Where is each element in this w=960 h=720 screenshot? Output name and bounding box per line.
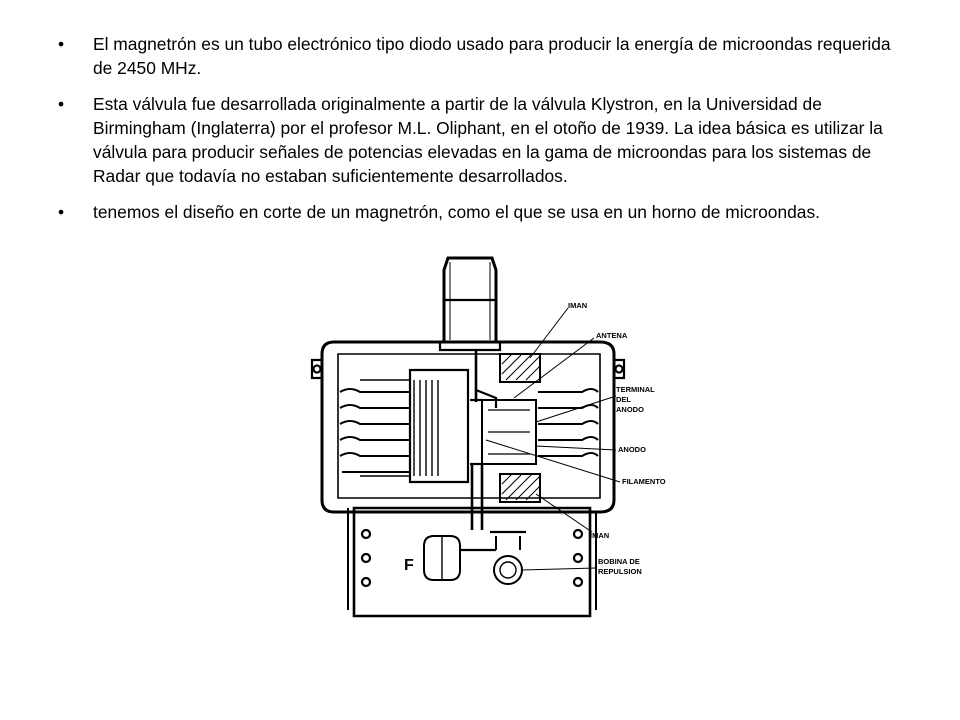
label-iman-top: IMAN (568, 301, 588, 310)
bullet-item (58, 92, 898, 188)
bullet-dot: • (58, 94, 65, 114)
label-terminal: ANODO (616, 405, 644, 414)
label-terminal: DEL (616, 395, 631, 404)
bullet-item (58, 200, 898, 224)
bullet-text: Esta válvula fue desarrollada originalmente a partir de la válvula Klystron, en la Universidad de Birmingham (Inglaterra) por el profesor M.L. Oliphant, en el otoño de 1939. La idea básica es utilizar la válvula para producir señales de potencias elevadas en la gama de microondas para los sistemas de Radar que todavía no estaban suficientemente desarrollados. (93, 94, 883, 186)
label-iman-bottom: IMAN (590, 531, 610, 540)
label-anodo: ANODO (618, 445, 646, 454)
label-antena: ANTENA (596, 331, 628, 340)
label-terminal: TERMINAL (616, 385, 655, 394)
label-filamento: FILAMENTO (622, 477, 666, 486)
label-bobina: REPULSION (598, 567, 642, 576)
plate-letter: F (404, 557, 414, 574)
bullet-dot: • (58, 34, 65, 54)
bullet-text: tenemos el diseño en corte de un magnetrón, como el que se usa en un horno de microondas. (93, 202, 821, 222)
bullet-item (58, 32, 898, 80)
magnetron-diagram (300, 250, 680, 630)
label-bobina: BOBINA DE (598, 557, 640, 566)
bullet-dot: • (58, 202, 65, 222)
bullet-list (58, 32, 898, 236)
bullet-text: El magnetrón es un tubo electrónico tipo diodo usado para producir la energía de microondas requerida de 2450 MHz. (93, 34, 891, 78)
